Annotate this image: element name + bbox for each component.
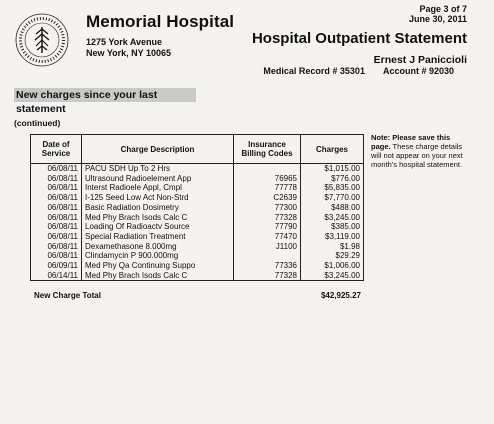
- table-row: [31, 174, 364, 184]
- total-label: New Charge Total: [34, 291, 101, 300]
- header-date-of-service: Date of Service: [31, 135, 82, 164]
- cell-description: Special Radiation Treatment: [82, 232, 234, 242]
- cell-charge: $3,245.00: [301, 271, 364, 281]
- cell-billing-code: 77328: [234, 271, 301, 281]
- cell-billing-code: 77778: [234, 183, 301, 193]
- statement-header: [252, 4, 467, 66]
- table-row: [31, 251, 364, 261]
- cell-description: PACU SDH Up To 2 Hrs: [82, 164, 234, 174]
- table-row: [31, 222, 364, 232]
- continued-label: (continued): [14, 118, 61, 128]
- patient-name: Ernest J Paniccioli: [373, 54, 467, 66]
- table-row: [31, 232, 364, 242]
- cell-billing-code: J1100: [234, 242, 301, 252]
- cell-charge: $3,119.00: [301, 232, 364, 242]
- statement-date: June 30, 2011: [408, 14, 467, 24]
- cell-description: Med Phy Brach Isods Calc C: [82, 271, 234, 281]
- cell-date: 06/08/11: [31, 203, 82, 213]
- table-row: [31, 271, 364, 281]
- cell-date: 06/08/11: [31, 193, 82, 203]
- cell-description: Loading Of Radioactv Source: [82, 222, 234, 232]
- table-row: [31, 203, 364, 213]
- cell-charge: $3,245.00: [301, 213, 364, 223]
- table-row: [31, 213, 364, 223]
- cell-billing-code: [234, 164, 301, 174]
- cell-description: Med Phy Qa Continuing Suppo: [82, 261, 234, 271]
- header-charge-description: Charge Description: [82, 135, 234, 164]
- record-numbers: [263, 66, 454, 76]
- address-line-1: 1275 York Avenue: [86, 37, 163, 47]
- cell-charge: $776.00: [301, 174, 364, 184]
- page-number: Page 3 of 7: [419, 4, 467, 14]
- cell-description: Med Phy Brach Isods Calc C: [82, 213, 234, 223]
- hospital-seal-logo: [14, 12, 70, 68]
- cell-description: Clindamycin P 900.000mg: [82, 251, 234, 261]
- table-row: [31, 183, 364, 193]
- total-value: $42,925.27: [320, 291, 361, 300]
- table-row: [31, 261, 364, 271]
- cell-date: 06/14/11: [31, 271, 82, 281]
- table-row: [31, 164, 364, 174]
- table-header-row: [31, 135, 364, 164]
- cell-billing-code: 76965: [234, 174, 301, 184]
- cell-charge: $29.29: [301, 251, 364, 261]
- cell-description: Interst Radioele Appl, Cmpl: [82, 183, 234, 193]
- table-row: [31, 193, 364, 203]
- cell-billing-code: 77336: [234, 261, 301, 271]
- cell-date: 06/08/11: [31, 242, 82, 252]
- charges-table: [30, 134, 364, 281]
- cell-billing-code: [234, 251, 301, 261]
- cell-charge: $1.98: [301, 242, 364, 252]
- note-bold-text: Note: Please save this page.: [371, 133, 451, 151]
- cell-description: I-125 Seed Low Act Non-Strd: [82, 193, 234, 203]
- cell-date: 06/08/11: [31, 174, 82, 184]
- cell-description: Ultrasound Radioelement App: [82, 174, 234, 184]
- cell-date: 06/08/11: [31, 222, 82, 232]
- save-page-note: [371, 133, 463, 169]
- cell-billing-code: 77328: [234, 213, 301, 223]
- cell-charge: $488.00: [301, 203, 364, 213]
- cell-date: 06/09/11: [31, 261, 82, 271]
- hospital-address: [86, 37, 171, 59]
- cell-date: 06/08/11: [31, 164, 82, 174]
- header-billing-codes: Insurance Billing Codes: [234, 135, 301, 164]
- address-line-2: New York, NY 10065: [86, 48, 172, 58]
- cell-charge: $1,006.00: [301, 261, 364, 271]
- cell-charge: $385.00: [301, 222, 364, 232]
- cell-description: Basic Radiation Dosimetry: [82, 203, 234, 213]
- section-title: New charges since your last statement: [14, 88, 196, 102]
- cell-date: 06/08/11: [31, 183, 82, 193]
- cell-date: 06/08/11: [31, 232, 82, 242]
- header-charges: Charges: [301, 135, 364, 164]
- cell-billing-code: 77300: [234, 203, 301, 213]
- account-number: Account # 92030: [382, 66, 454, 76]
- cell-charge: $7,770.00: [301, 193, 364, 203]
- cell-billing-code: 77790: [234, 222, 301, 232]
- cell-billing-code: 77470: [234, 232, 301, 242]
- medical-record-number: Medical Record # 35301: [263, 66, 365, 76]
- statement-title: Hospital Outpatient Statement: [251, 30, 467, 47]
- cell-billing-code: C2639: [234, 193, 301, 203]
- cell-date: 06/08/11: [31, 213, 82, 223]
- cell-charge: $5,835.00: [301, 183, 364, 193]
- cell-date: 06/08/11: [31, 251, 82, 261]
- note-text: These charge details will not appear on your next month's hospital statement.: [371, 142, 463, 169]
- cell-description: Dexamethasone 8.000mg: [82, 242, 234, 252]
- cell-charge: $1,015.00: [301, 164, 364, 174]
- table-row: [31, 242, 364, 252]
- hospital-name: Memorial Hospital: [86, 12, 235, 31]
